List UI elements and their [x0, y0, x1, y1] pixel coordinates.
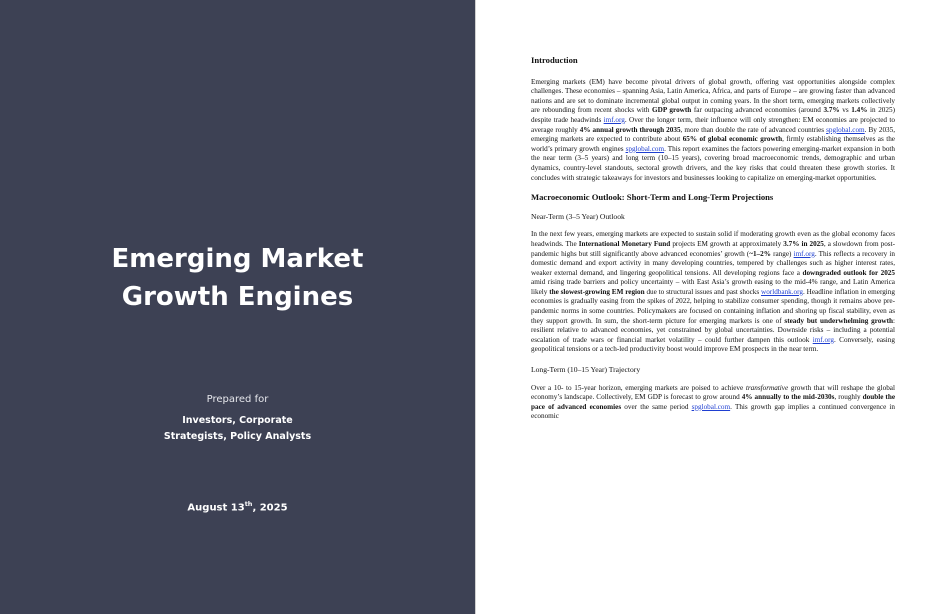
text-run: growth that will reshape the global economy’s landscape. Collectively, EM GDP is forecast to grow around: [531, 383, 895, 402]
source-link[interactable]: worldbank.org: [761, 287, 804, 296]
bold-run: 4% annually to the mid-2030s: [741, 393, 835, 402]
near-term-paragraph: [531, 230, 895, 355]
near-term-heading: Near-Term (3–5 Year) Outlook: [531, 211, 625, 221]
report-date: [0, 500, 475, 513]
text-run: . Headline inflation in emerging economies is gradually easing from the spikes of 2022, helping to stabilize consumer spending, though it remains above pre-pandemic norms in some countries. Policymakers are focused on containing inflation and shoring up fiscal stability, even as they support growth. In sum, the short-term picture for emerging markets is one of: [531, 287, 895, 325]
long-term-paragraph: [531, 384, 895, 422]
text-run: . This reflects a recovery in domestic demand and export activity in many developing countries, tempered by challenges such as higher interest rates, weaker external demand, and lingering geopolitical tensions. All developing regions face a: [531, 249, 895, 277]
text-run: Over a 10- to 15-year horizon, emerging markets are poised to achieve: [531, 383, 746, 392]
cover-title-line-2: Growth Engines: [121, 282, 354, 312]
text-run: in 2025) despite trade headwinds: [531, 106, 895, 124]
audience: [0, 413, 475, 445]
bold-run: GDP growth: [652, 106, 692, 115]
text-run: . This report examines the factors powering emerging-market expansion in both the near term (3–5 years) and long term (10–15 years), covering broad macroeconomic trends, demographic and urban dynamics, country-level standouts, sectoral growth drivers, and the key risks that could threaten these growth stories. It concludes with strategic takeaways for investors and businesses looking to capitalize on emerging-market opportunities.: [531, 144, 895, 182]
text-run: over the same period: [621, 402, 692, 411]
text-run: , roughly: [834, 393, 863, 402]
date-suffix: , 2025: [252, 502, 288, 514]
intro-heading: Introduction: [531, 56, 578, 65]
text-run: due to structural issues and past shocks: [644, 287, 762, 296]
bold-run: 4% annual growth through 2035: [579, 125, 681, 134]
text-run: amid rising trade barriers and policy uncertainty – with East Asia’s growth easing to the mid-4% range, and Latin America likely: [531, 278, 895, 296]
text-run: Emerging markets (EM) have become pivotal drivers of global growth, offering vast opportunities alongside complex challenges. These economies – spanning Asia, Latin America, Africa, and parts of Europe – are growing faster than advanced nations and are set to dominate incremental global output in coming years. In the short term, emerging markets collectively are rebounding from recent shocks with: [531, 77, 895, 115]
bold-run: downgraded outlook for 2025: [802, 268, 895, 277]
text-run: far outpacing advanced economies (around: [691, 106, 824, 115]
date-prefix: August 13: [187, 502, 245, 514]
bold-run: the slowest-growing EM region: [549, 287, 645, 296]
text-run: : resilient relative to advanced economies, yet constrained by global uncertainties. Downside risks – including a potential escalation of trade wars or financial market volatility – could further dampen this outlook: [531, 316, 895, 344]
text-run: , more than double the rate of advanced countries: [680, 125, 827, 134]
prepared-for-label: Prepared for: [206, 394, 269, 405]
source-link[interactable]: spglobal.com: [691, 402, 731, 411]
text-run: , a slowdown from post-pandemic highs but still significantly above advanced economies’ growth (: [531, 239, 895, 258]
text-run: . Over the longer term, their influence will only strengthen: EM economies are projected to average roughly: [531, 115, 895, 134]
page-divider: [475, 0, 476, 614]
cover-title: [0, 240, 475, 316]
long-term-heading: Long-Term (10–15 Year) Trajectory: [531, 365, 641, 375]
document-page: [531, 56, 895, 614]
bold-run: 3.7% in 2025: [783, 239, 824, 248]
audience-line-1: Investors, Corporate: [182, 415, 293, 426]
bold-run: steady but underwhelming growth: [784, 316, 894, 325]
source-link[interactable]: imf.org: [603, 115, 625, 124]
source-link[interactable]: imf.org: [812, 335, 834, 344]
text-run: . This growth gap implies a continued convergence in economic: [531, 402, 895, 421]
bold-run: ~1–2%: [749, 249, 771, 258]
cover-title-line-1: Emerging Market: [111, 244, 364, 274]
text-run: vs: [839, 106, 852, 115]
bold-run: 3.7%: [823, 106, 840, 115]
text-run: In the next few years, emerging markets are expected to sustain solid if moderating growth even as the global economy faces headwinds. The: [531, 230, 895, 248]
audience-line-2: Strategists, Policy Analysts: [163, 431, 312, 442]
bold-run: double the pace of advanced economies: [531, 393, 895, 411]
source-link[interactable]: imf.org: [793, 249, 815, 258]
source-link[interactable]: spglobal.com: [826, 125, 865, 134]
text-run: . By 2035, emerging markets are expected to contribute about: [531, 125, 895, 144]
intro-paragraph: [531, 78, 895, 184]
bold-run: International Monetary Fund: [578, 239, 671, 248]
source-link[interactable]: spglobal.com: [625, 144, 665, 153]
bold-run: 65% of global economic growth: [682, 135, 783, 144]
text-run: range): [770, 249, 794, 258]
text-run: , firmly establishing themselves as the world’s primary growth engines: [531, 135, 895, 153]
bold-run: 1.4%: [851, 106, 868, 115]
macro-heading: Macroeconomic Outlook: Short-Term and Long-Term Projections: [531, 192, 774, 203]
text-run: projects EM growth at approximately: [670, 239, 784, 248]
text-run: . Conversely, easing geopolitical tensions or a tech-led productivity boost would improve EM prospects in the near term.: [531, 335, 895, 354]
italic-run: transformative: [745, 383, 789, 392]
date-ordinal: th: [244, 500, 253, 508]
